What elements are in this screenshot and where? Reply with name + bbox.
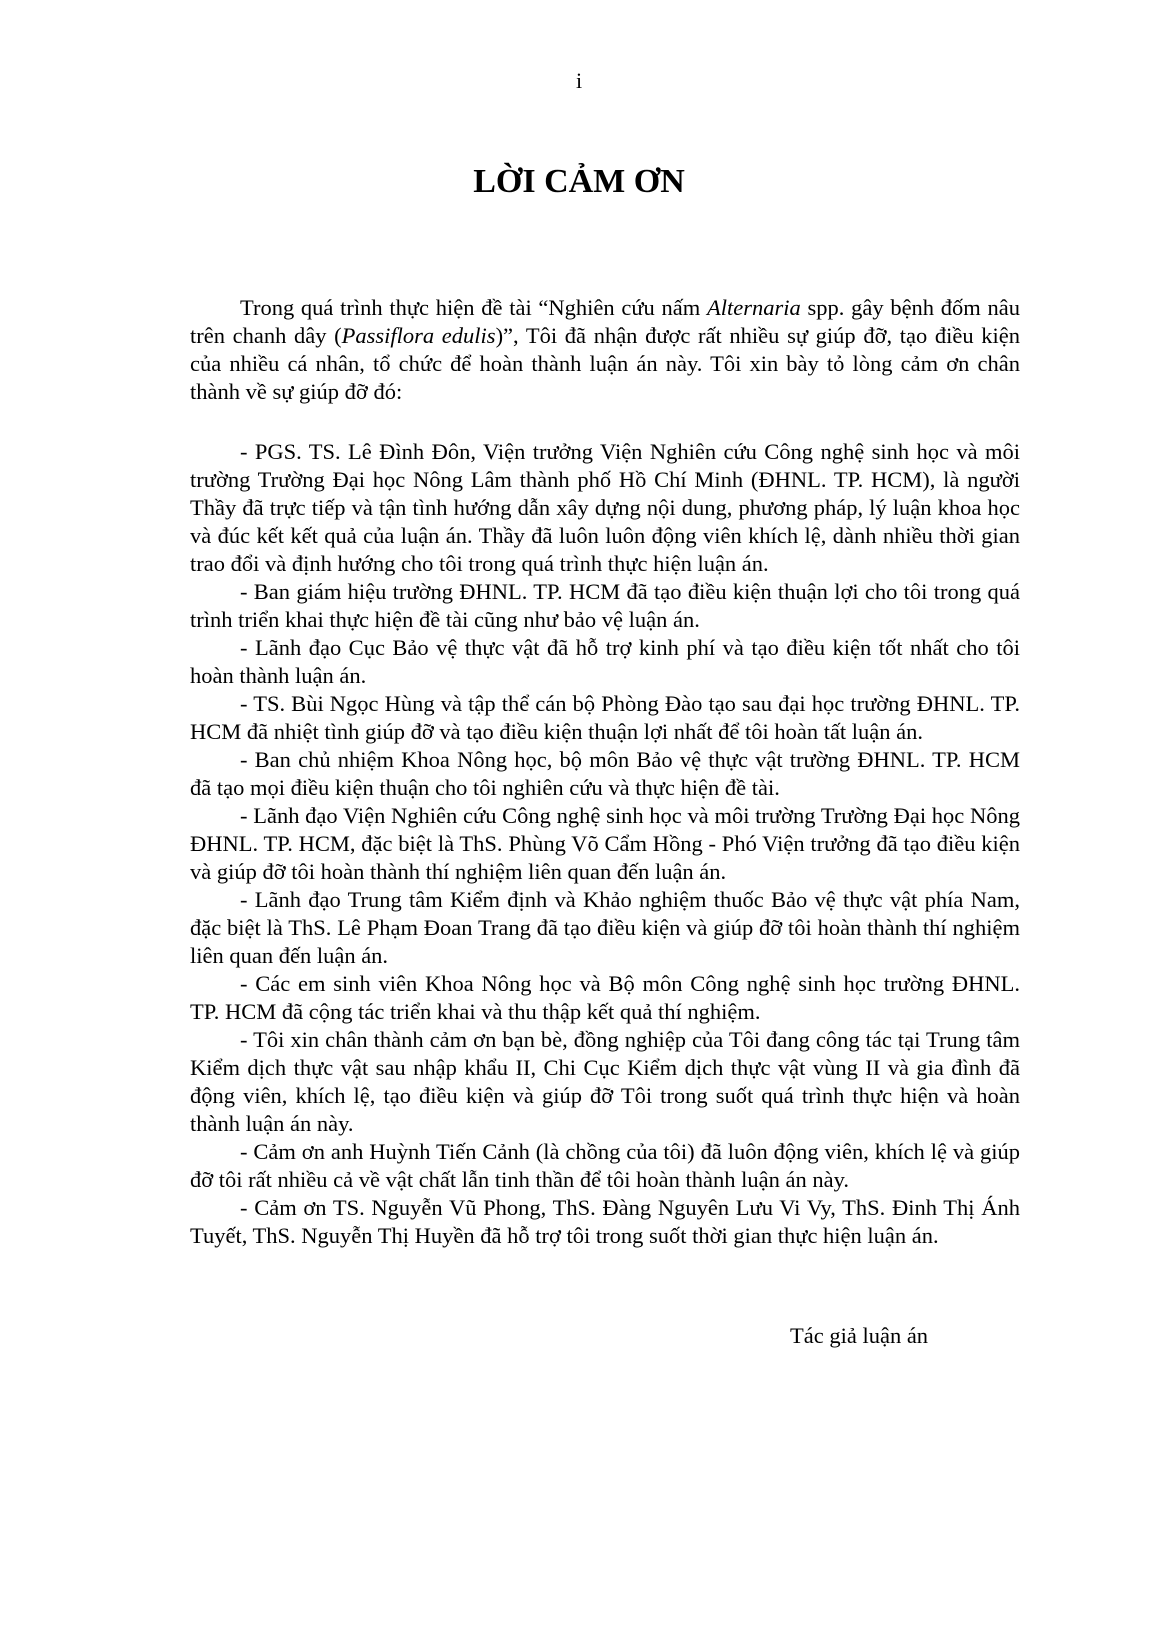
acknowledgement-item: - Lãnh đạo Cục Bảo vệ thực vật đã hỗ trợ kinh phí và tạo điều kiện tốt nhất cho tôi hoàn thành luận án. [190, 635, 1020, 688]
author-signature: Tác giả luận án [790, 1323, 929, 1348]
page-title: LỜI CẢM ƠN [473, 163, 685, 200]
acknowledgement-item: - Lãnh đạo Trung tâm Kiểm định và Khảo nghiệm thuốc Bảo vệ thực vật phía Nam, đặc biệt là ThS. Lê Phạm Đoan Trang đã tạo điều kiện và giúp đỡ tôi hoàn thành thí nghiệm liên quan đến luận án. [190, 887, 1020, 968]
acknowledgement-item: - Lãnh đạo Viện Nghiên cứu Công nghệ sinh học và môi trường Trường Đại học Nông ĐHNL. TP. HCM, đặc biệt là ThS. Phùng Võ Cẩm Hồng - Phó Viện trưởng đã tạo điều kiện và giúp đỡ tôi hoàn thành thí nghiệm liên quan đến luận án. [190, 803, 1020, 884]
acknowledgement-item: - Ban chủ nhiệm Khoa Nông học, bộ môn Bảo vệ thực vật trường ĐHNL. TP. HCM đã tạo mọi điều kiện thuận cho tôi nghiên cứu và thực hiện đề tài. [190, 747, 1020, 800]
acknowledgement-item: - Cảm ơn anh Huỳnh Tiến Cảnh (là chồng của tôi) đã luôn động viên, khích lệ và giúp đỡ tôi rất nhiều cả về vật chất lẫn tinh thần để tôi hoàn thành luận án này. [190, 1139, 1020, 1192]
intro-section [190, 294, 1020, 406]
intro-italic-genus: Alternaria [707, 295, 801, 320]
page-number: i [575, 68, 583, 93]
intro-italic-species: Passiflora edulis [341, 323, 496, 348]
acknowledgements-list [190, 438, 1020, 1250]
intro-text-3: )”, Tôi đã nhận được rất nhiều sự giúp đỡ, tạo điều kiện của nhiều cá nhân, tổ chức để hoàn thành luận án này. Tôi xin bày tỏ lòng cảm ơn chân thành về sự giúp đỡ đó: [190, 323, 1021, 404]
acknowledgement-item: - Ban giám hiệu trường ĐHNL. TP. HCM đã tạo điều kiện thuận lợi cho tôi trong quá trình triển khai thực hiện đề tài cũng như bảo vệ luận án. [190, 579, 1020, 632]
acknowledgement-item: - PGS. TS. Lê Đình Đôn, Viện trưởng Viện Nghiên cứu Công nghệ sinh học và môi trường Trường Đại học Nông Lâm thành phố Hồ Chí Minh (ĐHNL. TP. HCM), là người Thầy đã trực tiếp và tận tình hướng dẫn xây dựng nội dung, phương pháp, lý luận khoa học và đúc kết kết quả của luận án. Thầy đã luôn luôn động viên khích lệ, dành nhiều thời gian trao đổi và định hướng cho tôi trong quá trình thực hiện luận án. [190, 439, 1020, 576]
intro-paragraph [190, 294, 1020, 406]
acknowledgement-item: - Các em sinh viên Khoa Nông học và Bộ môn Công nghệ sinh học trường ĐHNL. TP. HCM đã cộng tác triển khai và thu thập kết quả thí nghiệm. [190, 971, 1020, 1024]
intro-text-2: spp. gây bệnh đốm nâu trên chanh dây ( [190, 295, 1021, 348]
acknowledgement-item: - Tôi xin chân thành cảm ơn bạn bè, đồng nghiệp của Tôi đang công tác tại Trung tâm Kiểm dịch thực vật sau nhập khẩu II, Chi Cục Kiểm dịch thực vật vùng II và gia đình đã động viên, khích lệ, tạo điều kiện và giúp đỡ Tôi trong suốt quá trình thực hiện và hoàn thành luận án này. [190, 1027, 1020, 1136]
acknowledgement-item: - Cảm ơn TS. Nguyễn Vũ Phong, ThS. Đàng Nguyên Lưu Vi Vy, ThS. Đinh Thị Ánh Tuyết, ThS. Nguyễn Thị Huyền đã hỗ trợ tôi trong suốt thời gian thực hiện luận án. [190, 1195, 1020, 1248]
acknowledgement-item: - TS. Bùi Ngọc Hùng và tập thể cán bộ Phòng Đào tạo sau đại học trường ĐHNL. TP. HCM đã nhiệt tình giúp đỡ và tạo điều kiện thuận lợi nhất để tôi hoàn tất luận án. [190, 691, 1020, 744]
intro-text-1: Trong quá trình thực hiện đề tài “Nghiên cứu nấm [240, 295, 708, 320]
